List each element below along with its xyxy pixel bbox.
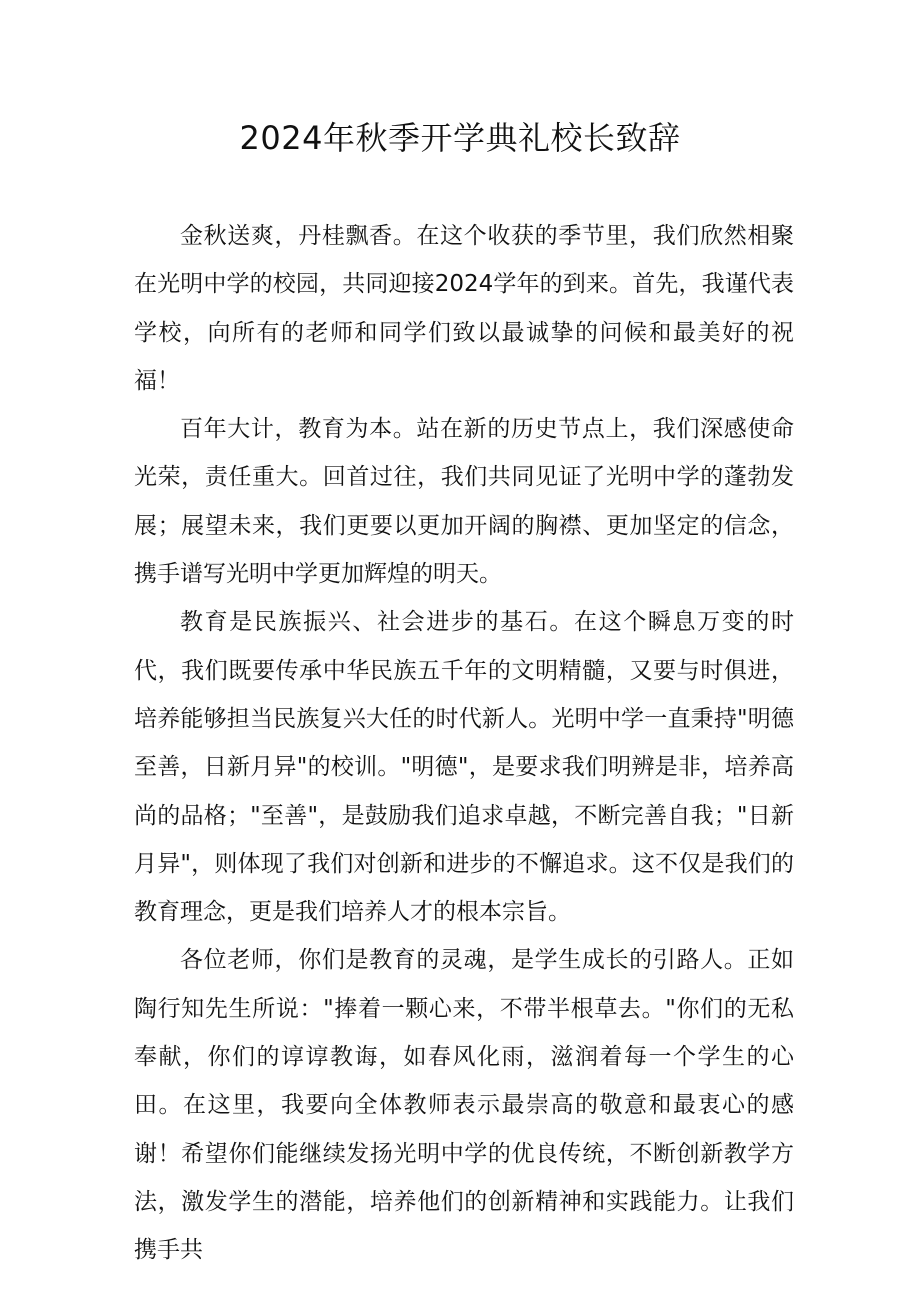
document-body	[134, 212, 794, 1275]
paragraph-4: 各位老师，你们是教育的灵魂，是学生成长的引路人。正如陶行知先生所说："捧着一颗心来，不带半根草去。"你们的无私奉献，你们的谆谆教诲，如春风化雨，滋润着每一个学生的心田。在这里，我要向全体教师表示最崇高的敬意和最衷心的感谢！希望你们能继续发扬光明中学的优良传统，不断创新教学方法，激发学生的潜能，培养他们的创新精神和实践能力。让我们携手共	[134, 947, 794, 1264]
paragraph-1: 金秋送爽，丹桂飘香。在这个收获的季节里，我们欣然相聚在光明中学的校园，共同迎接2024学年的到来。首先，我谨代表学校，向所有的老师和同学们致以最诚挚的问候和最美好的祝福！	[134, 223, 794, 394]
document-title: 2024年秋季开学典礼校长致辞	[239, 119, 681, 157]
paragraph-3: 教育是民族振兴、社会进步的基石。在这个瞬息万变的时代，我们既要传承中华民族五千年的文明精髓，又要与时俱进，培养能够担当民族复兴大任的时代新人。光明中学一直秉持"明德至善，日新月异"的校训。"明德"，是要求我们明辨是非，培养高尚的品格；"至善"，是鼓励我们追求卓越，不断完善自我；"日新月异"，则体现了我们对创新和进步的不懈追求。这不仅是我们的教育理念，更是我们培养人才的根本宗旨。	[134, 609, 794, 926]
paragraph-2: 百年大计，教育为本。站在新的历史节点上，我们深感使命光荣，责任重大。回首过往，我们共同见证了光明中学的蓬勃发展；展望未来，我们更要以更加开阔的胸襟、更加坚定的信念，携手谱写光明中学更加辉煌的明天。	[134, 416, 794, 588]
